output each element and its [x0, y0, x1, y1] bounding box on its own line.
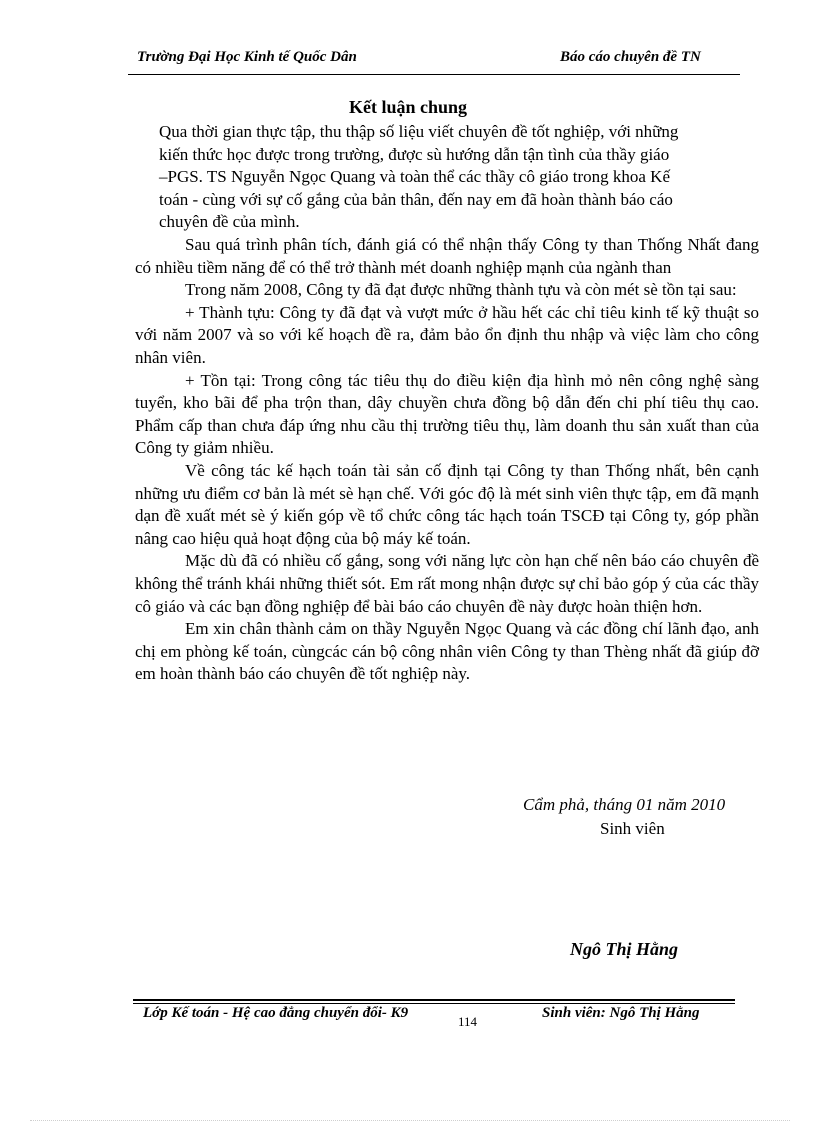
intro-line: toán - cùng với sự cố gắng của bản thân, đến nay em đã hoàn thành báo cáo	[159, 189, 673, 209]
paragraph-shortcomings: + Tồn tại: Trong công tác tiêu thụ do điều kiện địa hình mỏ nên công nghệ sàng tuyển, kho bãi để pha trộn than, dây chuyền chưa đồng bộ dẫn đến chi phí tiêu thụ cao. Phẩm cấp than chưa đáp ứng nhu cầu thị trường tiêu thụ, làm doanh thu sản xuất than của Công ty giảm nhiều.	[135, 370, 759, 458]
page-number: 114	[458, 1014, 478, 1029]
paragraph-achievements: + Thành tựu: Công ty đã đạt và vượt mức ở hầu hết các chỉ tiêu kinh tế kỹ thuật so với năm 2007 và so với kế hoạch đề ra, đảm bảo ổn định thu nhập và việc làm cho công nhân viên.	[135, 302, 759, 367]
header-school-name: Trường Đại Học Kinh tế Quốc Dân	[137, 49, 357, 65]
page-bottom-edge	[30, 1120, 790, 1121]
footer-class-name: Lớp Kế toán - Hệ cao đẳng chuyển đổi- K9	[143, 1005, 409, 1021]
signature-role: Sinh viên	[600, 819, 665, 838]
footer-student-name: Sinh viên: Ngô Thị Hằng	[542, 1005, 700, 1021]
intro-line: Qua thời gian thực tập, thu thập số liệu viết chuyên đề tốt nghiệp, với những	[159, 122, 679, 141]
header-report-title: Báo cáo chuyên đề TN	[560, 49, 701, 65]
intro-line: chuyên đề của mình.	[159, 212, 300, 232]
paragraph-analysis: Sau quá trình phân tích, đánh giá có thể nhận thấy Công ty than Thống Nhất đang có nhiều tiềm năng để có thể trở thành mét doanh nghiệp mạnh của ngành than	[135, 235, 759, 277]
header-divider	[128, 74, 740, 75]
signature-name: Ngô Thị Hằng	[570, 939, 679, 959]
paragraph-fixed-asset-accounting: Về công tác kế hạch toán tài sản cố định tại Công ty than Thống nhất, bên cạnh những ưu điểm cơ bản là mét sè hạn chế. Với góc độ là mét sinh viên thực tập, em đã mạnh dạn đề xuất mét sè ý kiến góp về tổ chức công tác hạch toán TSCĐ tại Công ty, góp phần nâng cao hiệu quả hoạt động của bộ máy kế toán.	[135, 460, 759, 548]
intro-line: kiến thức học được trong trường, được sù hướng dẫn tận tình của thầy giáo	[159, 144, 670, 164]
paragraph-thanks: Em xin chân thành cảm on thầy Nguyễn Ngọc Quang và các đồng chí lãnh đạo, anh chị em phòng kế toán, cùngcác cán bộ công nhân viên Công ty than Thèng nhất đã giúp đỡ em hoàn thành báo cáo chuyên đề tốt nghiệp này.	[135, 619, 759, 684]
page-title: Kết luận chung	[348, 97, 468, 117]
footer-divider-thick	[133, 999, 735, 1001]
footer-divider-thin	[133, 1003, 735, 1004]
signature-date: Cẩm phả, tháng 01 năm 2010	[523, 795, 726, 814]
paragraph-limitations: Mặc dù đã có nhiều cố gắng, song với năng lực còn hạn chế nên báo cáo chuyên đề không thể tránh khái những thiết sót. Em rất mong nhận được sự chỉ bảo góp ý của các thầy cô giáo và các bạn đồng nghiệp để bài báo cáo chuyên đề này được hoàn thiện hơn.	[135, 551, 759, 616]
intro-line: –PGS. TS Nguyễn Ngọc Quang và toàn thể các thầy cô giáo trong khoa Kế	[159, 167, 670, 187]
intro-paragraph	[159, 121, 759, 234]
body-text	[135, 234, 759, 686]
paragraph-year-2008: Trong năm 2008, Công ty đã đạt được những thành tựu và còn mét sè tồn tại sau:	[185, 280, 737, 300]
